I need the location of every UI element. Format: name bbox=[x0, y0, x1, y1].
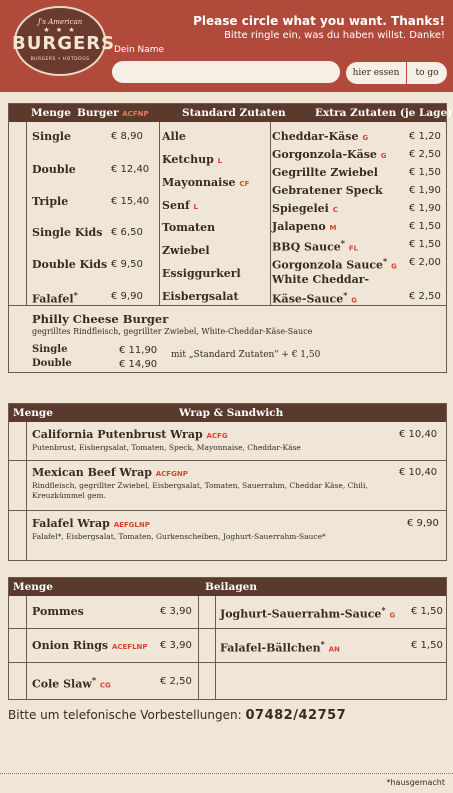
extra-item-price: € 2,50 bbox=[409, 149, 441, 160]
extra-item-label: Gebratener Speck bbox=[272, 184, 383, 197]
extra-item-label: Käse-Sauce bbox=[272, 292, 344, 306]
sides-section bbox=[8, 577, 447, 700]
extra-item-price: € 1,90 bbox=[409, 203, 441, 214]
col-wrap: Wrap & Sandwich bbox=[179, 407, 284, 419]
allergen-codes: AN bbox=[328, 645, 340, 654]
standard-item-label: Alle bbox=[162, 130, 186, 143]
size-single-price: € 8,90 bbox=[111, 131, 143, 142]
extra-item-price: € 1,50 bbox=[409, 239, 441, 250]
side-item-price: € 1,50 bbox=[411, 606, 443, 617]
standard-item-label: Senf bbox=[162, 199, 190, 212]
side-item-label: Cole Slaw bbox=[32, 677, 92, 691]
side-item-price: € 3,90 bbox=[160, 606, 192, 617]
wrap-item-title bbox=[32, 428, 228, 441]
wrap-item-price: € 10,40 bbox=[399, 429, 438, 440]
side-item[interactable] bbox=[32, 605, 84, 618]
burger-section bbox=[8, 103, 453, 373]
philly-single-price: € 11,90 bbox=[119, 345, 158, 356]
size-falafel-price: € 9,90 bbox=[111, 291, 143, 302]
extra-item-label: Jalapeno bbox=[272, 220, 326, 233]
extra-item-price: € 2,50 bbox=[409, 291, 441, 302]
burgers-logo bbox=[12, 6, 116, 76]
size-falafel-label: Falafel bbox=[32, 292, 74, 306]
allergen-codes: L bbox=[217, 157, 223, 165]
extra-item[interactable] bbox=[272, 148, 386, 161]
extra-item-label: Gorgonzola Sauce bbox=[272, 258, 384, 272]
size-falafel[interactable] bbox=[32, 290, 78, 306]
col-extra: Extra Zutaten (je Lage) bbox=[315, 107, 453, 119]
allergen-codes: ACFGNP bbox=[155, 470, 188, 478]
wrap-item-price: € 10,40 bbox=[399, 467, 438, 478]
allergen-codes: G bbox=[380, 152, 387, 160]
homemade-mark: * bbox=[91, 675, 97, 685]
divider bbox=[26, 596, 27, 700]
size-double-price: € 12,40 bbox=[111, 164, 150, 175]
header bbox=[0, 0, 453, 92]
order-notice-text: Bitte um telefonische Vorbestellungen: bbox=[8, 708, 242, 722]
extra-item-label: Gegrillte Zwiebel bbox=[272, 166, 378, 179]
side-item-label: Falafel-Bällchen bbox=[220, 641, 321, 655]
extra-item-price: € 2,00 bbox=[409, 257, 441, 268]
homemade-mark: * bbox=[343, 290, 348, 300]
eat-here-option[interactable]: hier essen bbox=[346, 62, 406, 84]
extra-item-label: Gorgonzola-Käse bbox=[272, 148, 377, 161]
extra-item[interactable] bbox=[272, 220, 336, 233]
standard-item[interactable] bbox=[162, 130, 186, 143]
extra-item[interactable] bbox=[272, 256, 397, 272]
standard-item[interactable] bbox=[162, 176, 249, 189]
side-item-price: € 3,90 bbox=[160, 640, 192, 651]
wrap-item-price: € 9,90 bbox=[407, 518, 439, 529]
side-item-price: € 2,50 bbox=[160, 676, 192, 687]
side-item-price: € 1,50 bbox=[411, 640, 443, 651]
standard-item[interactable] bbox=[162, 290, 239, 303]
size-double-kids-price: € 9,50 bbox=[111, 259, 143, 270]
wrap-item-desc: Putenbrust, Eisbergsalat, Tomaten, Speck, Mayonnaise, Cheddar-Käse bbox=[32, 443, 301, 452]
size-single[interactable]: Single bbox=[32, 130, 71, 143]
logo-main-text: BURGERS bbox=[12, 33, 116, 54]
standard-item-label: Tomaten bbox=[162, 221, 216, 234]
allergen-codes: L bbox=[193, 203, 198, 211]
extra-item-line1[interactable]: White Cheddar- bbox=[272, 273, 370, 286]
divider bbox=[198, 596, 199, 700]
side-item-label: Pommes bbox=[32, 605, 84, 618]
size-single-kids-price: € 6,50 bbox=[111, 227, 143, 238]
side-item[interactable] bbox=[220, 639, 340, 655]
homemade-note: *hausgemacht bbox=[386, 778, 445, 787]
side-item[interactable] bbox=[32, 675, 111, 691]
wrap-section bbox=[8, 403, 447, 561]
name-input[interactable] bbox=[112, 61, 340, 83]
allergen-codes: FL bbox=[348, 244, 359, 253]
size-double[interactable]: Double bbox=[32, 163, 76, 176]
extra-item-label: Cheddar-Käse bbox=[272, 130, 359, 143]
wrap-item-label: California Putenbrust Wrap bbox=[32, 428, 203, 441]
col-standard: Standard Zutaten bbox=[182, 107, 286, 119]
allergen-codes: M bbox=[329, 224, 337, 232]
size-single-kids[interactable]: Single Kids bbox=[32, 226, 103, 239]
extra-item-line2[interactable] bbox=[272, 290, 357, 306]
name-label: Dein Name bbox=[114, 45, 165, 55]
side-item-label: Onion Rings bbox=[32, 639, 109, 652]
homemade-mark: * bbox=[340, 238, 345, 248]
side-item[interactable] bbox=[220, 605, 395, 621]
philly-single[interactable]: Single bbox=[32, 344, 68, 355]
wrap-section-header bbox=[9, 404, 446, 422]
standard-item-label: Zwiebel bbox=[162, 244, 210, 257]
burger-section-header bbox=[9, 104, 453, 122]
standard-item-label: Essiggurkerl bbox=[162, 267, 241, 280]
philly-title[interactable]: Philly Cheese Burger bbox=[32, 312, 169, 326]
allergen-codes: G bbox=[351, 296, 357, 305]
standard-item-label: Ketchup bbox=[162, 153, 214, 166]
divider bbox=[215, 596, 216, 700]
extra-item[interactable] bbox=[272, 166, 378, 179]
extra-item-price: € 1,90 bbox=[409, 185, 441, 196]
logo-stars-icon: ★ ★ ★ bbox=[43, 26, 77, 34]
logo-top-text: J's American bbox=[37, 18, 83, 26]
divider bbox=[9, 510, 446, 511]
col-sides: Beilagen bbox=[205, 581, 257, 593]
standard-item[interactable] bbox=[162, 199, 198, 212]
col-burger bbox=[77, 107, 149, 119]
wrap-item-title bbox=[32, 517, 150, 530]
instruction-de: Bitte ringle ein, was du haben willst. Danke! bbox=[224, 30, 445, 41]
philly-note: mit „Standard Zutaten" + € 1,50 bbox=[171, 350, 321, 360]
wrap-item-desc: Falafel*, Eisbergsalat, Tomaten, Gurkenscheiben, Joghurt-Sauerrahm-Sauce* bbox=[32, 532, 326, 541]
wrap-item-label: Falafel Wrap bbox=[32, 517, 110, 530]
homemade-mark: * bbox=[320, 639, 325, 649]
allergen-codes: G bbox=[389, 611, 396, 620]
allergen-codes: CF bbox=[239, 180, 250, 188]
homemade-mark: * bbox=[73, 290, 78, 300]
extra-item-price: € 1,50 bbox=[409, 221, 441, 232]
extra-item-label: BBQ Sauce bbox=[272, 240, 341, 254]
col-menge: Menge bbox=[13, 407, 53, 419]
col-burger-allergens: ACFNP bbox=[122, 110, 149, 118]
logo-bottom-text: BURGERS • HOTDOGS bbox=[30, 57, 90, 62]
to-go-option[interactable]: to go bbox=[407, 62, 447, 84]
instruction-en: Please circle what you want. Thanks! bbox=[193, 14, 445, 28]
allergen-codes: AEFGLNP bbox=[113, 521, 150, 529]
divider bbox=[26, 422, 27, 561]
col-menge: Menge bbox=[13, 581, 53, 593]
divider bbox=[270, 122, 271, 305]
extra-item[interactable] bbox=[272, 184, 383, 197]
size-triple[interactable]: Triple bbox=[32, 195, 69, 208]
divider bbox=[9, 662, 446, 663]
divider bbox=[26, 122, 27, 305]
extra-item[interactable] bbox=[272, 130, 368, 143]
col-menge: Menge bbox=[31, 107, 71, 119]
side-item[interactable] bbox=[32, 639, 148, 652]
divider bbox=[0, 773, 453, 774]
allergen-codes: G bbox=[362, 134, 369, 142]
extra-item[interactable] bbox=[272, 238, 358, 254]
homemade-mark: * bbox=[383, 256, 388, 266]
philly-double[interactable]: Double bbox=[32, 358, 72, 369]
allergen-codes: CG bbox=[99, 681, 111, 690]
divider bbox=[9, 628, 446, 629]
wrap-item-title bbox=[32, 466, 188, 479]
divider bbox=[159, 122, 160, 305]
size-double-kids[interactable]: Double Kids bbox=[32, 258, 108, 271]
extra-item[interactable] bbox=[272, 202, 338, 215]
extra-item-label: Spiegelei bbox=[272, 202, 329, 215]
sides-section-header bbox=[9, 578, 446, 596]
wrap-item-label: Mexican Beef Wrap bbox=[32, 466, 152, 479]
side-item-label: Joghurt-Sauerrahm-Sauce bbox=[220, 607, 382, 621]
standard-item[interactable] bbox=[162, 153, 222, 166]
allergen-codes: C bbox=[332, 206, 338, 214]
standard-item[interactable] bbox=[162, 244, 210, 257]
col-burger-label: Burger bbox=[77, 107, 119, 119]
extra-item-price: € 1,20 bbox=[409, 131, 441, 142]
philly-double-price: € 14,90 bbox=[119, 359, 158, 370]
order-notice bbox=[8, 708, 346, 723]
standard-item-label: Eisbergsalat bbox=[162, 290, 239, 303]
homemade-mark: * bbox=[381, 605, 386, 615]
allergen-codes: ACFG bbox=[206, 432, 228, 440]
standard-item[interactable] bbox=[162, 221, 215, 234]
extra-item-price: € 1,50 bbox=[409, 167, 441, 178]
size-triple-price: € 15,40 bbox=[111, 196, 150, 207]
divider bbox=[9, 460, 446, 461]
allergen-codes: ACEFLNP bbox=[111, 643, 148, 651]
phone-number[interactable]: 07482/42757 bbox=[245, 708, 347, 723]
standard-item-label: Mayonnaise bbox=[162, 176, 236, 189]
wrap-item-desc: Rindfleisch, gegrillter Zwiebel, Eisbergsalat, Tomaten, Sauerrahm, Cheddar Käse, Chili, Kreuzkümmel gem. bbox=[32, 481, 368, 500]
philly-desc: gegrilltes Rindfleisch, gegrillter Zwiebel, White-Cheddar-Käse-Sauce bbox=[32, 327, 313, 336]
allergen-codes: G bbox=[391, 262, 397, 271]
standard-item[interactable] bbox=[162, 267, 241, 280]
